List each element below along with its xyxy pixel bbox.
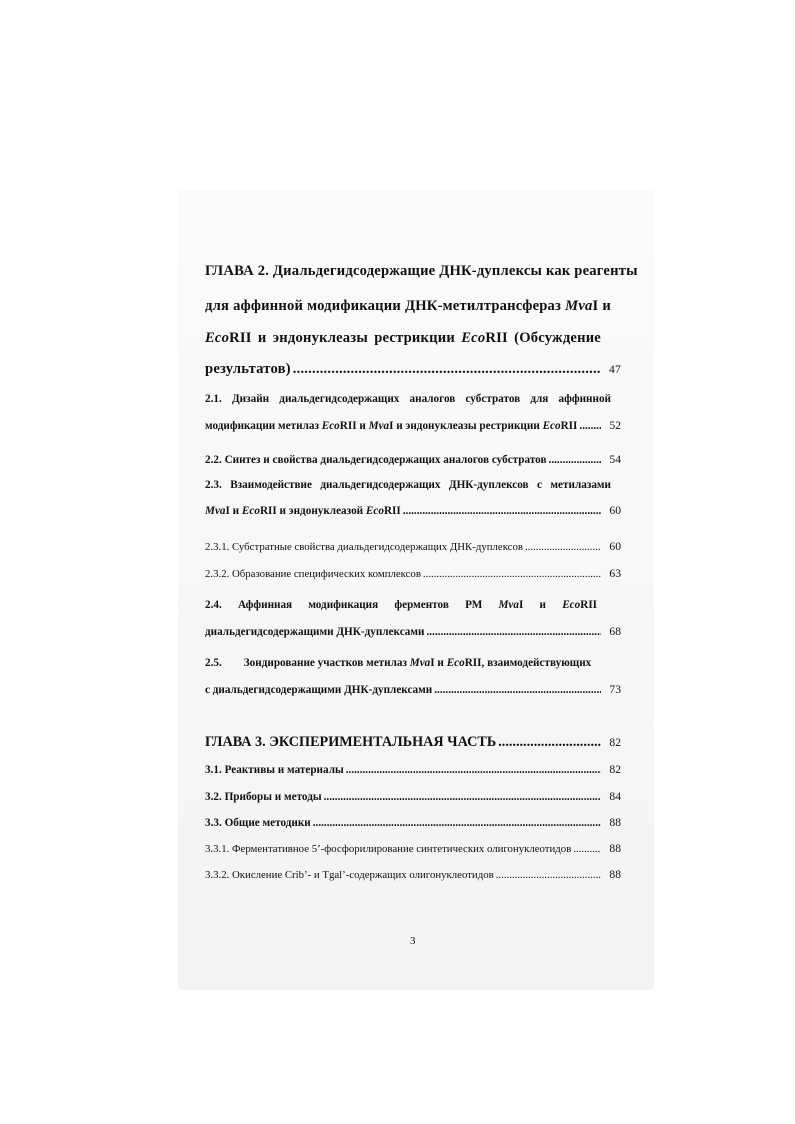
toc-page-number: 60 — [609, 504, 621, 517]
leader-dots — [579, 420, 601, 432]
toc-s3-3-2[interactable]: 3.3.2. Окисление Crib’- и Tgal’-содержащих олигонуклеотидов ..... 88 — [205, 868, 621, 881]
toc-page-number: 47 — [609, 363, 621, 376]
toc-page-number: 54 — [609, 453, 621, 466]
toc-page-number: 63 — [609, 567, 621, 580]
toc-page-number: 88 — [609, 868, 621, 881]
leader-dots — [549, 454, 601, 466]
leader-dots — [434, 684, 601, 696]
toc-page-number: 52 — [609, 419, 621, 432]
toc-s2-4-line2[interactable]: диальдегидсодержащими ДНК-дуплексами ..... 68 — [205, 625, 621, 638]
leader-dots — [313, 817, 601, 829]
leader-dots — [423, 568, 601, 580]
toc-page-number: 88 — [609, 816, 621, 829]
leader-dots — [403, 505, 601, 517]
toc-s2-1-line2[interactable]: модификации метилаз EcoRII и MvaI и эндонуклеазы рестрикции EcoRII ..... 52 — [205, 419, 621, 432]
toc-page-number: 82 — [609, 763, 621, 776]
toc-ch2-line4[interactable]: результатов) ..... 47 — [205, 361, 621, 378]
toc-s2-4-line1[interactable]: 2.4. Аффинная модификация ферментов РМ MvaI и EcoRII — [205, 599, 598, 611]
toc-s2-5-line2[interactable]: с диальдегидсодержащими ДНК-дуплексами ..... 73 — [205, 683, 621, 696]
toc-ch2-line2[interactable]: для аффинной модификации ДНК-метилтрансфераз MvaI и — [205, 298, 612, 314]
page-number: 3 — [410, 935, 416, 947]
leader-dots — [426, 626, 601, 638]
toc-ch2-line1[interactable]: ГЛАВА 2. Диальдегидсодержащие ДНК-дуплексы как реагенты — [205, 263, 638, 279]
toc-page-number: 84 — [609, 790, 621, 803]
toc-ch3[interactable]: ГЛАВА 3. ЭКСПЕРИМЕНТАЛЬНАЯ ЧАСТЬ ..... 82 — [205, 734, 621, 751]
toc-page-number: 60 — [609, 540, 621, 553]
toc-page-number: 73 — [609, 683, 621, 696]
toc-s2-3-line2[interactable]: MvaI и EcoRII и эндонуклеазой EcoRII ..... 60 — [205, 504, 621, 517]
toc-s2-3-2[interactable]: 2.3.2. Образование специфических комплексов ..... 63 — [205, 567, 621, 580]
toc-ch2-line3[interactable]: EcoRII и эндонуклеазы рестрикции EcoRII (Обсуждение — [205, 330, 601, 346]
leader-dots — [525, 541, 601, 553]
toc-s2-3-1[interactable]: 2.3.1. Субстратные свойства диальдегидсодержащих ДНК-дуплексов ..... 60 — [205, 540, 621, 553]
toc-s3-3-1[interactable]: 3.3.1. Ферментативное 5’-фосфорилирование синтетических олигонуклеотидов ..... 88 — [205, 842, 621, 855]
leader-dots — [496, 869, 601, 881]
toc-s2-3-line1[interactable]: 2.3. Взаимодействие диальдегидсодержащих ДНК-дуплексов с метилазами — [205, 479, 611, 491]
toc-page-number: 88 — [609, 842, 621, 855]
leader-dots — [324, 791, 601, 803]
toc-s2-1-line1[interactable]: 2.1. Дизайн диальдегидсодержащих аналогов субстратов для аффинной — [205, 393, 611, 405]
leader-dots — [346, 764, 601, 776]
toc-s2-2[interactable]: 2.2. Синтез и свойства диальдегидсодержащих аналогов субстратов ..... 54 — [205, 453, 621, 466]
toc-page-number: 68 — [609, 625, 621, 638]
toc-page-number: 82 — [609, 736, 621, 749]
toc-s3-3[interactable]: 3.3. Общие методики ..... 88 — [205, 816, 621, 829]
leader-dots — [498, 734, 601, 751]
leader-dots — [293, 361, 601, 378]
toc-s3-1[interactable]: 3.1. Реактивы и материалы ..... 82 — [205, 763, 621, 776]
toc-s2-5-line1[interactable]: 2.5. Зондирование участков метилаз MvaI и EcoRII, взаимодействующих — [205, 657, 592, 669]
leader-dots — [573, 843, 601, 855]
toc-s3-2[interactable]: 3.2. Приборы и методы ..... 84 — [205, 790, 621, 803]
